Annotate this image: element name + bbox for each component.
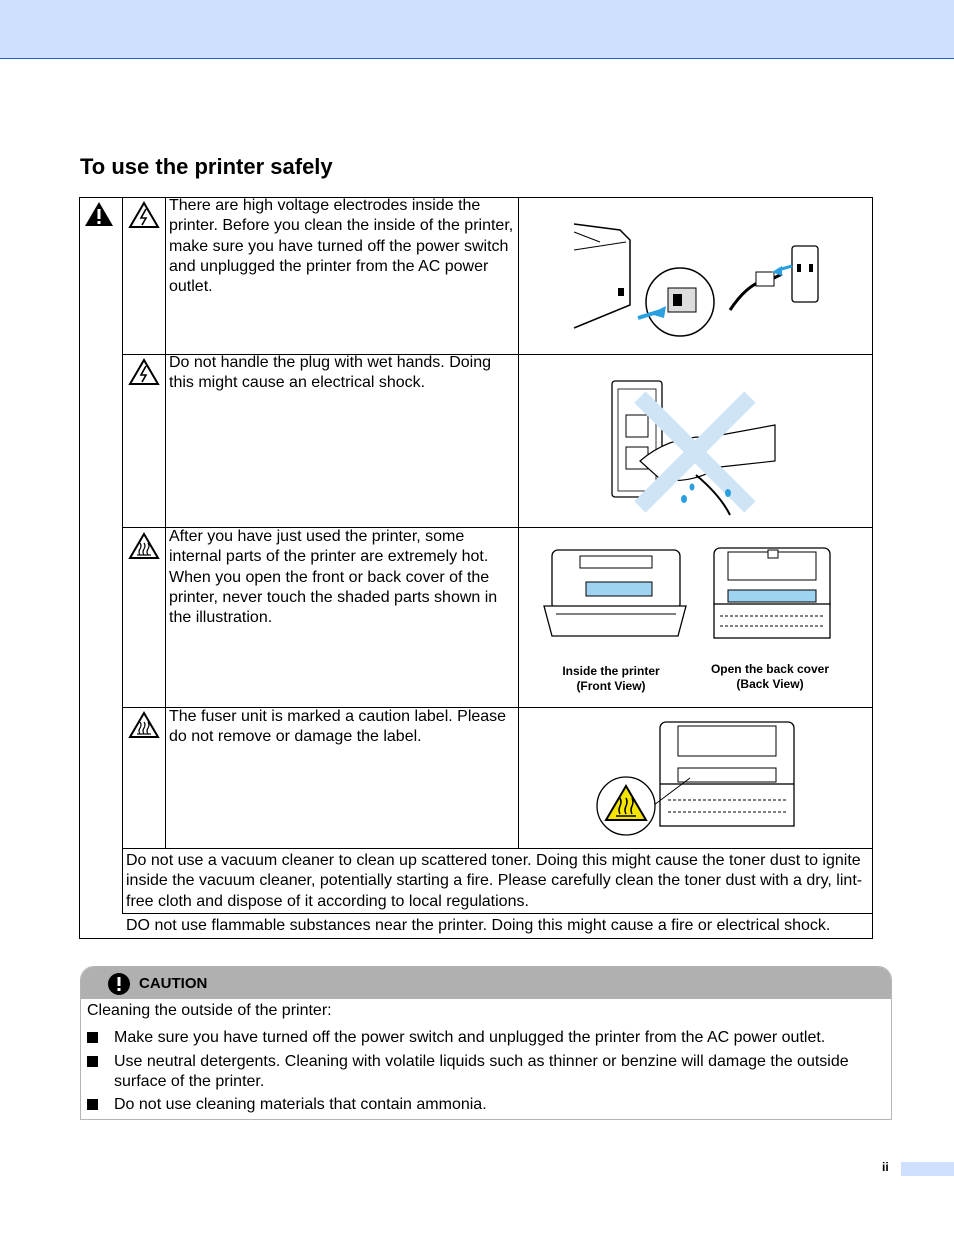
divider [122,913,873,914]
caution-title: CAUTION [139,975,208,992]
bullet-icon [87,1099,98,1110]
caption-line: Inside the printer [562,664,660,678]
back-view-caption [700,662,840,692]
back-view-illustration [706,544,836,642]
hot-surface-icon [128,711,160,739]
bullet-icon [87,1032,98,1043]
caption-line: (Back View) [736,677,804,691]
row-1-text: There are high voltage electrodes inside the printer. Before you clean the inside of the printer, make sure you have turned off the power switch and unplugged the printer from the AC power outlet. [169,197,514,296]
exclamation-icon [107,972,131,996]
row-3-text: After you have just used the printer, some internal parts of the printer are extremely hot. When you open the front or back cover of the printer, never touch the shaded parts shown in the illustration. [169,528,498,627]
electric-shock-icon [128,358,160,386]
row-2-text: Do not handle the plug with wet hands. Doing this might cause an electrical shock. [169,354,491,392]
hot-surface-icon [128,532,160,560]
vacuum-warning-text: Do not use a vacuum cleaner to clean up scattered toner. Doing this might cause the toner dust to ignite inside the vacuum cleaner, potentially starting a fire. Please carefully clean the toner dust with a dry, lint-free cloth and dispose of it according to local regulations. [126,852,863,910]
front-view-caption [546,664,676,694]
unplug-illustration [560,210,830,342]
page-title: To use the printer safely [80,154,333,179]
warning-icon [84,201,114,227]
electric-shock-icon [128,201,160,229]
caption-line: (Front View) [576,679,646,693]
front-view-illustration [540,546,690,641]
caution-intro: Cleaning the outside of the printer: [87,1002,332,1019]
page-tab-band [901,1162,954,1176]
bullet-text: Use neutral detergents. Cleaning with volatile liquids such as thinner or benzine will damage the outside surface of the printer. [114,1053,849,1090]
caution-box [80,966,892,1120]
divider [165,197,166,849]
bullet-icon [87,1056,98,1067]
fuser-label-illustration [594,716,804,840]
divider [122,848,873,849]
page-number: ii [882,1160,889,1174]
divider [122,197,123,914]
caption-line: Open the back cover [710,662,830,676]
row-4-text: The fuser unit is marked a caution label. Please do not remove or damage the label. [169,708,507,746]
wet-hands-illustration [600,375,790,520]
bullet-text: Do not use cleaning materials that contain ammonia. [114,1096,487,1113]
header-band [0,0,954,59]
bullet-text: Make sure you have turned off the power switch and unplugged the printer from the AC power outlet. [114,1029,826,1046]
flammable-warning-text: DO not use flammable substances near the printer. Doing this might cause a fire or electrical shock. [126,917,831,934]
divider [518,197,519,849]
